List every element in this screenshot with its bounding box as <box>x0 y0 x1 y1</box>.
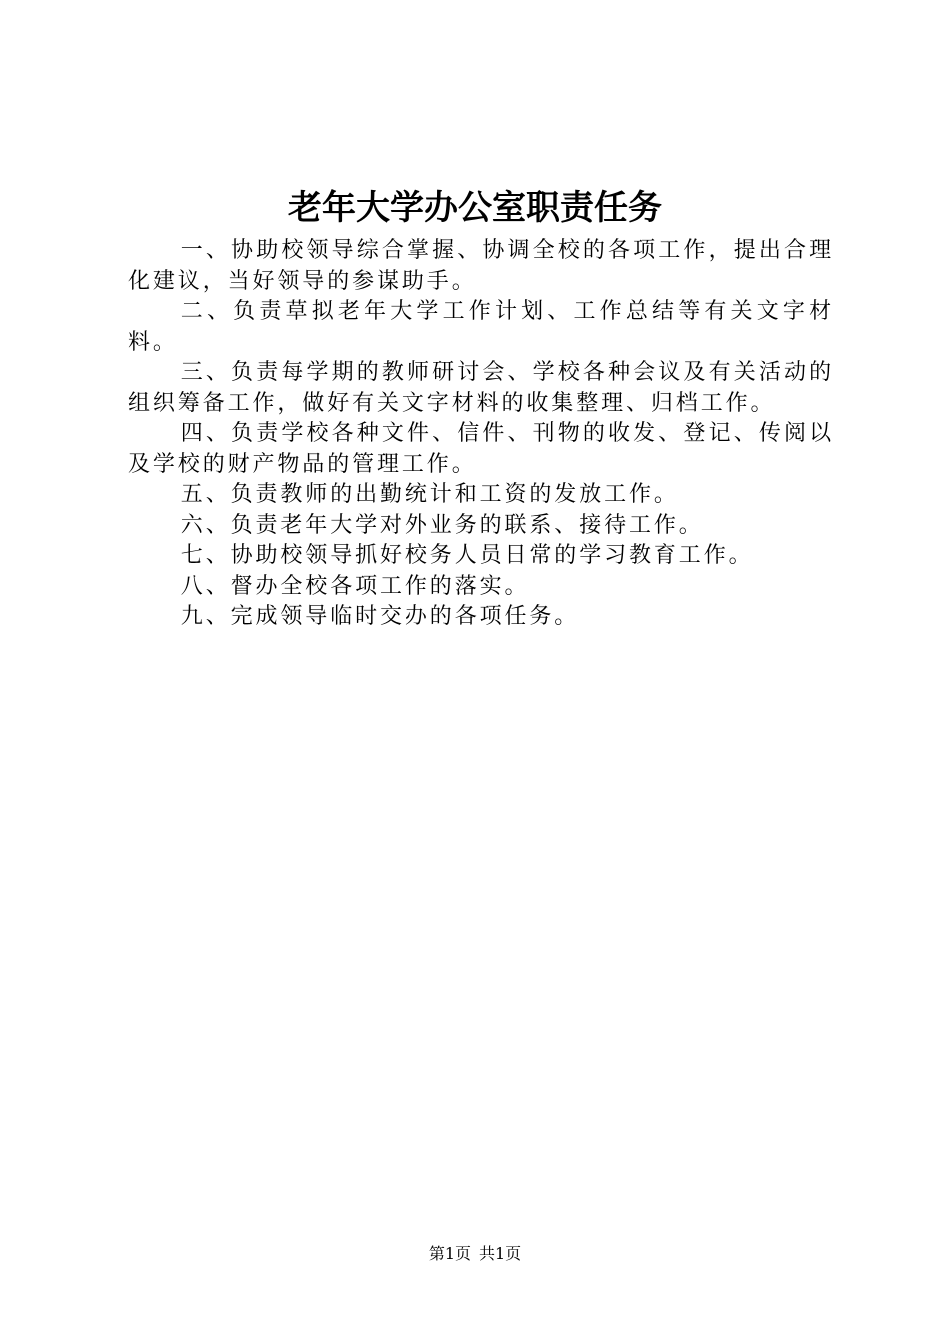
document-title: 老年大学办公室职责任务 <box>288 188 662 228</box>
duty-item-1: 一、协助校领导综合掌握、协调全校的各项工作，提出合理化建议，当好领导的参谋助手。 <box>128 238 834 294</box>
document-body <box>128 236 834 633</box>
duty-item-8: 八、督办全校各项工作的落实。 <box>180 573 530 599</box>
page-footer <box>0 1243 950 1265</box>
duty-item-9: 九、完成领导临时交办的各项任务。 <box>180 604 580 629</box>
duty-item-4: 四、负责学校各种文件、信件、刊物的收发、登记、传阅以及学校的财产物品的管理工作。 <box>128 421 834 477</box>
page-number: 第1页 <box>428 1244 471 1263</box>
duty-item-6: 六、负责老年大学对外业务的联系、接待工作。 <box>180 512 704 538</box>
duty-item-5: 五、负责教师的出勤统计和工资的发放工作。 <box>180 482 679 507</box>
page-total: 共1页 <box>479 1244 522 1263</box>
duty-item-3: 三、负责每学期的教师研讨会、学校各种会议及有关活动的组织筹备工作，做好有关文字材料的收集整理、归档工作。 <box>128 360 834 416</box>
duty-item-7: 七、协助校领导抓好校务人员日常的学习教育工作。 <box>180 543 754 568</box>
duty-item-2: 二、负责草拟老年大学工作计划、工作总结等有关文字材料。 <box>128 299 834 355</box>
